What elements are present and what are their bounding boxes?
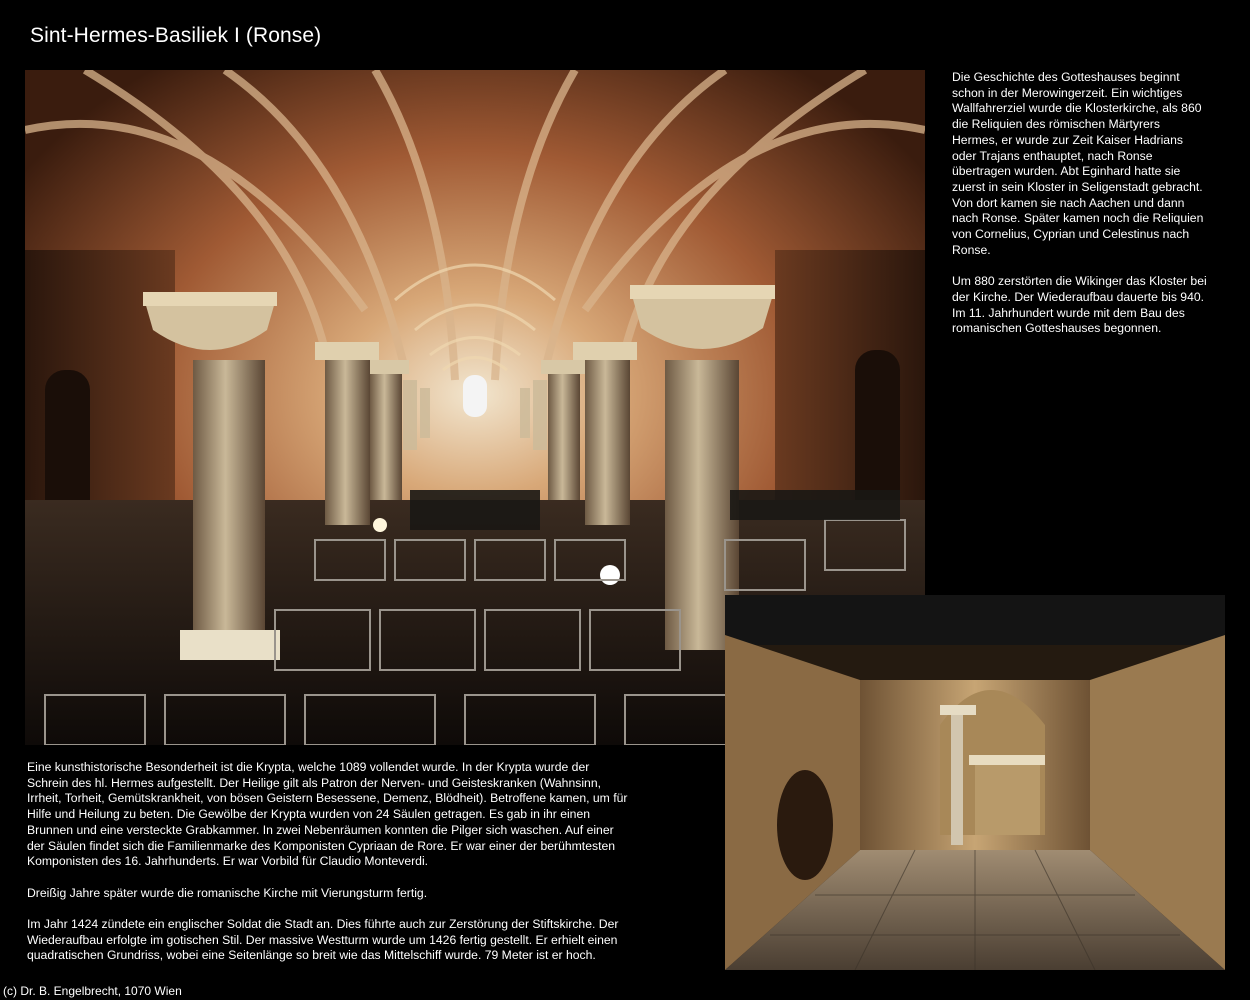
crypt-paragraph: Eine kunsthistorische Besonderheit ist die Krypta, welche 1089 vollendet wurde. In der Krypta wurde der Schrein des hl. Hermes aufgestellt. Der Heilige gilt als Patron der Nerven- und Geisteskranken (Wahnsinn, Irrheit, Torheit, Gemütskrankheit, von bösen Geistern Besessene, Demenz, Blödheit). Betroffene kamen, um für Hilfe und Heilung zu beten. Die Gewölbe der Krypta wurden von 24 Säulen getragen. Es gab in ihr einen Brunnen und eine versteckte Grabkammer. In zwei Nebenräumen konnten die Pilger sich waschen. Auf einer der Säulen findet sich die Familienmarke des Komponisten Cypriaan de Rore. Er war einer der berühmtesten Komponisten des 16. Jahrhunderts. Er war Vorbild für Claudio Monteverdi. bbox=[27, 760, 628, 869]
crypt-paragraph: Dreißig Jahre später wurde die romanische Kirche mit Vierungsturm fertig. bbox=[27, 885, 428, 900]
history-paragraph: Die Geschichte des Gotteshauses beginnt schon in der Merowingerzeit. Ein wichtiges Wallfahrerziel wurde die Klosterkirche, als 860 die Reliquien des römischen Märtyrers Hermes, er wurde zur Zeit Kaiser Hadrians oder Trajans enthauptet, nach Ronse übertragen wurden. Abt Eginhard hatte sie zuerst in sein Kloster in Seligenstadt gebracht. Von dort kamen sie nach Aachen und dann nach Ronse. Später kamen noch die Reliquien von Cornelius, Cyprian und Celestinus nach Ronse. bbox=[952, 70, 1204, 257]
page-title: Sint-Hermes-Basiliek I (Ronse) bbox=[30, 24, 322, 47]
copyright-footer: (c) Dr. B. Engelbrecht, 1070 Wien bbox=[3, 984, 182, 998]
chamber-photo bbox=[725, 595, 1225, 970]
history-text bbox=[952, 70, 1207, 353]
crypt-text bbox=[27, 760, 632, 980]
crypt-paragraph: Im Jahr 1424 zündete ein englischer Soldat die Stadt an. Dies führte auch zur Zerstörung der Stiftskirche. Der Wiederaufbau erfolgte im gotischen Stil. Der massive Westturm wurde um 1426 fertig gestellt. Er erhielt einen quadratischen Grundriss, wobei eine Seitenlänge so breit wie das Mittelschiff wurde. 79 Meter ist er hoch. bbox=[27, 917, 619, 963]
history-paragraph: Um 880 zerstörten die Wikinger das Kloster bei der Kirche. Der Wiederaufbau dauerte bis 940. Im 11. Jahrhundert wurde mit dem Bau des romanischen Gotteshauses begonnen. bbox=[952, 274, 1207, 336]
